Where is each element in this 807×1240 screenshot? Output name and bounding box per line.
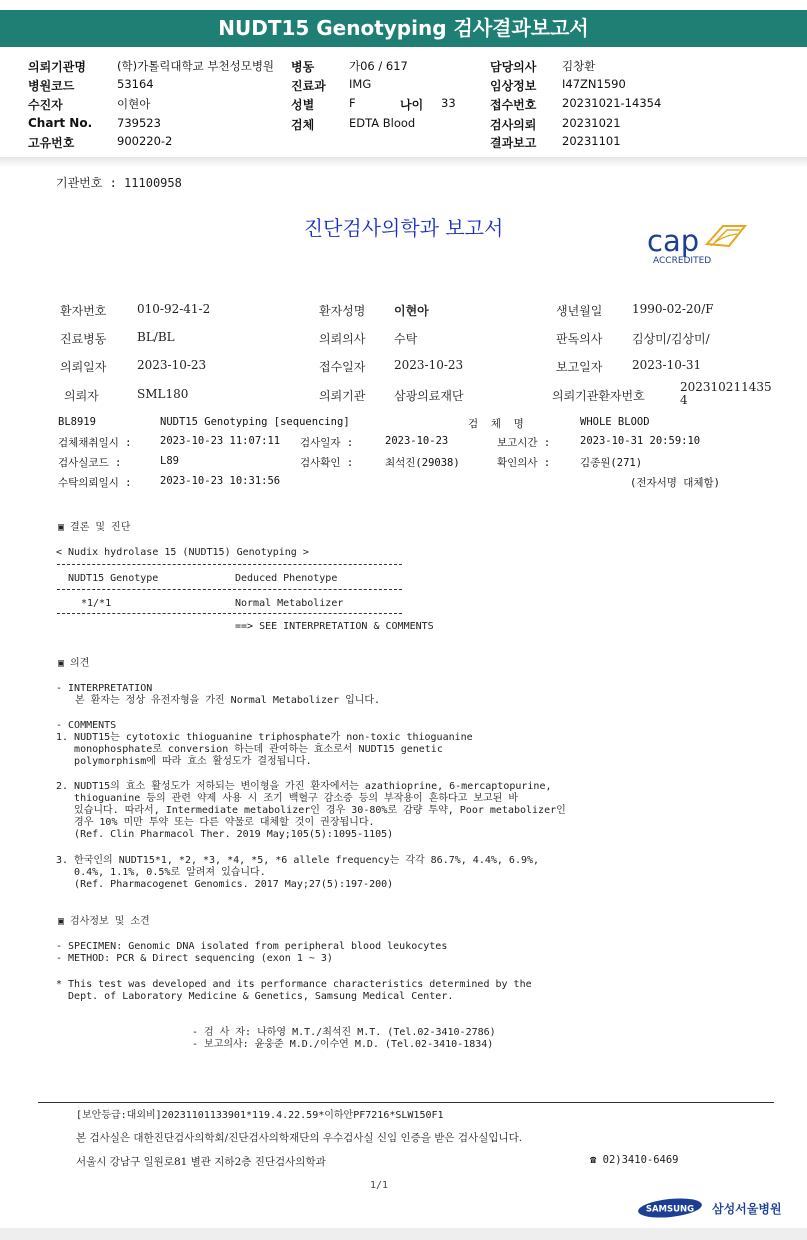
header-value: 900220-2 [117,134,173,148]
patient-info-label: 생년월일 [556,304,603,318]
header-value: 20231021 [562,116,621,130]
confirm-value: 최석진(29038) [385,457,460,469]
comment-line: 3. 한국인의 NUDT15*1, *2, *3, *4, *5, *6 allele frequency는 각각 86.7%, 4.4%, 6.9%, [56,855,540,866]
confirm-label: 검사확인 : [300,457,354,469]
patient-info-label: 의뢰일자 [60,360,107,374]
result-heading: ▣ 결론 및 진단 [58,522,131,533]
age-value: 33 [441,96,456,110]
comment-line: (Ref. Clin Pharmacol Ther. 2019 May;105(5):1095-1105) [56,829,394,840]
patient-info-value: 010-92-41-2 [137,302,211,316]
comment-line: 경우 10% 미만 투약 또는 다른 약물로 대체할 것이 권장됩니다. [56,817,375,828]
comment-line: 0.4%, 1.1%, 0.5%로 알려져 있습니다. [56,867,266,878]
lab-address: 서울시 강남구 일원로81 별관 지하2층 진단검사의학과 [76,1156,326,1168]
header-value: 김창환 [562,59,596,73]
header-value: 이현아 [117,97,151,111]
patient-info-value: 2023-10-23 [137,358,207,372]
institution-number: 기관번호 : 11100958 [56,176,182,190]
comment-line: (Ref. Pharmacogenet Genomics. 2017 May;27(5):197-200) [56,879,394,890]
phenotype-value: Normal Metabolizer [235,598,344,609]
header-label: 검사의뢰 [490,118,537,132]
comments-title: - COMMENTS [56,720,117,731]
lab-code-value: L89 [160,455,179,467]
patient-info-value: 수탁 [394,332,418,346]
header-label: 고유번호 [28,136,75,150]
genotype-value: *1/*1 [81,598,112,609]
patient-info-label: 환자번호 [60,304,107,318]
divider [57,613,402,614]
header-label: 임상정보 [490,79,537,93]
patient-info-label: 의뢰기관 [319,389,366,403]
genotype-column-header: NUDT15 Genotype [68,573,159,584]
confirm-doctor-label: 확인의사 : [497,457,551,469]
test-code: BL8919 [58,416,96,428]
lab-phone: ☎ 02)3410-6469 [590,1154,679,1166]
cap-accredited-logo [645,222,750,267]
report-title: NUDT15 Genotyping 검사결과보고서 [0,10,807,47]
test-date-value: 2023-10-23 [385,435,449,447]
see-interpretation-note: ==> SEE INTERPRETATION & COMMENTS [235,621,434,632]
page-bottom-band [0,1228,807,1240]
patient-info-label: 의뢰자 [64,389,99,403]
cap-logo-text: cap [647,224,700,258]
collect-value: 2023-10-23 11:07:11 [160,435,281,447]
comment-line: 2. NUDT15의 효소 활성도가 저하되는 변이형을 가진 환자에서는 azathioprine, 6-mercaptopurine, [56,781,552,792]
patient-info-value: 2023102114354 [680,380,772,407]
confirm-doctor-value: 김종원(271) [580,457,643,469]
development-note: * This test was developed and its performance characteristics determined by the [56,979,532,990]
page-number: 1/1 [370,1180,389,1191]
header-value: 20231021-14354 [562,96,662,110]
result-subtitle: < Nudix hydrolase 15 (NUDT15) Genotyping > [56,547,309,558]
header-value: 739523 [117,116,161,130]
age-label: 나이 [400,98,424,112]
test-name: NUDT15 Genotyping [sequencing] [160,416,350,428]
report-time-value: 2023-10-31 20:59:10 [580,435,701,447]
header-label: 병원코드 [28,79,75,93]
patient-info-value: 김상미/김상미/ [632,332,710,346]
patient-info-value: BL/BL [137,330,175,344]
specimen-value: WHOLE BLOOD [580,416,650,428]
interpretation-text: 본 환자는 정상 유전자형을 가진 Normal Metabolizer 입니다. [75,695,381,706]
development-note: Dept. of Laboratory Medicine & Genetics, Samsung Medical Center. [56,991,454,1002]
order-time-label: 수탁의뢰일시 : [58,477,132,489]
divider [57,564,402,565]
patient-info-label: 접수일자 [319,360,366,374]
patient-info-value: 이현아 [394,304,429,318]
header-label: 결과보고 [490,136,537,150]
header-label: 접수번호 [490,98,537,112]
header-label: 성별 [291,98,315,112]
comment-line: 1. NUDT15는 cytotoxic thioguanine triphosphate가 non-toxic thioguanine [56,732,473,743]
header-label: 담당의사 [490,60,537,74]
patient-info-value: 2023-10-31 [632,358,702,372]
cap-logo-icon [645,222,750,267]
patient-info-label: 보고일자 [556,360,603,374]
patient-info-label: 판독의사 [556,332,603,346]
report-heading: 진단검사의학과 보고서 [303,216,504,240]
header-label: 진료과 [291,79,326,93]
comment-line: thioguanine 등의 관련 약제 사용 시 조기 백혈구 감소증 등의 부작용이 흔하다고 보고된 바 [56,793,519,804]
test-date-label: 검사일자 : [300,437,354,449]
specimen-info: - SPECIMEN: Genomic DNA isolated from peripheral blood leukocytes [56,941,448,952]
header-label: 검체 [291,118,315,132]
hospital-name: 삼성서울병원 [712,1202,782,1216]
header-value: I47ZN1590 [562,77,626,91]
header-value: F [349,96,356,110]
header-value: 가06 / 617 [349,59,408,73]
opinion-heading: ▣ 의견 [58,658,90,669]
header-value: 53164 [117,77,154,91]
patient-info-label: 환자성명 [319,304,366,318]
cap-logo-subtext: ACCREDITED [653,256,712,266]
reporter-info: - 보고의사: 윤웅준 M.D./이수연 M.D. (Tel.02-3410-1834) [192,1039,494,1050]
comment-line: polymorphism에 따라 효소 활성도가 결정됩니다. [56,756,312,767]
header-label: 수진자 [28,98,63,112]
header-value: EDTA Blood [349,116,416,130]
esign-note: (전자서명 대체함) [630,477,720,489]
header-label: Chart No. [28,116,93,130]
patient-info-value: 1990-02-20/F [632,302,714,316]
header-label: 의뢰기관명 [28,60,86,74]
header-label: 병동 [291,60,315,74]
samsung-logo [637,1197,703,1219]
phenotype-column-header: Deduced Phenotype [235,573,338,584]
report-time-label: 보고시간 : [497,437,551,449]
test-info-heading: ▣ 검사정보 및 소견 [58,916,150,927]
footer-divider [38,1102,774,1103]
patient-info-label: 진료병동 [60,332,107,346]
patient-info-label: 의뢰의사 [319,332,366,346]
collect-label: 검체채취일시 : [58,437,132,449]
order-time-value: 2023-10-23 10:31:56 [160,475,281,487]
method-info: - METHOD: PCR & Direct sequencing (exon 1 ~ 3) [56,953,333,964]
header-value: (학)가톨릭대학교 부천성모병원 [117,59,275,73]
security-line: [보안등급:대외비]20231101133901*119.4.22.59*이하안PF7216*SLW150F1 [76,1110,444,1121]
patient-info-value: 2023-10-23 [394,358,464,372]
samsung-ellipse-icon [637,1197,703,1219]
patient-info-value: SML180 [137,387,189,401]
patient-info-value: 삼광의료재단 [394,389,464,403]
specimen-label: 검 체 명 [468,418,524,430]
header-value: 20231101 [562,134,621,148]
tester-info: - 검 사 자: 나하영 M.T./최석진 M.T. (Tel.02-3410-2786) [192,1027,496,1038]
comment-line: monophosphate로 conversion 하는데 관여하는 효소로서 NUDT15 genetic [56,744,443,755]
patient-info-label: 의뢰기관환자번호 [552,389,645,403]
samsung-badge-text: SAMSUNG [645,1204,695,1215]
certification-text: 본 검사실은 대한진단검사의학회/진단검사의학재단의 우수검사실 신임 인증을 받은 검사실입니다. [76,1132,523,1144]
interpretation-title: - INTERPRETATION [56,683,153,694]
divider [57,589,402,590]
header-separator [0,157,807,167]
comment-line: 있습니다. 따라서, Intermediate metabolizer인 경우 30-80%로 감량 투약, Poor metabolizer인 [56,805,566,816]
header-value: IMG [349,77,372,91]
lab-code-label: 검사실코드 : [58,457,122,469]
